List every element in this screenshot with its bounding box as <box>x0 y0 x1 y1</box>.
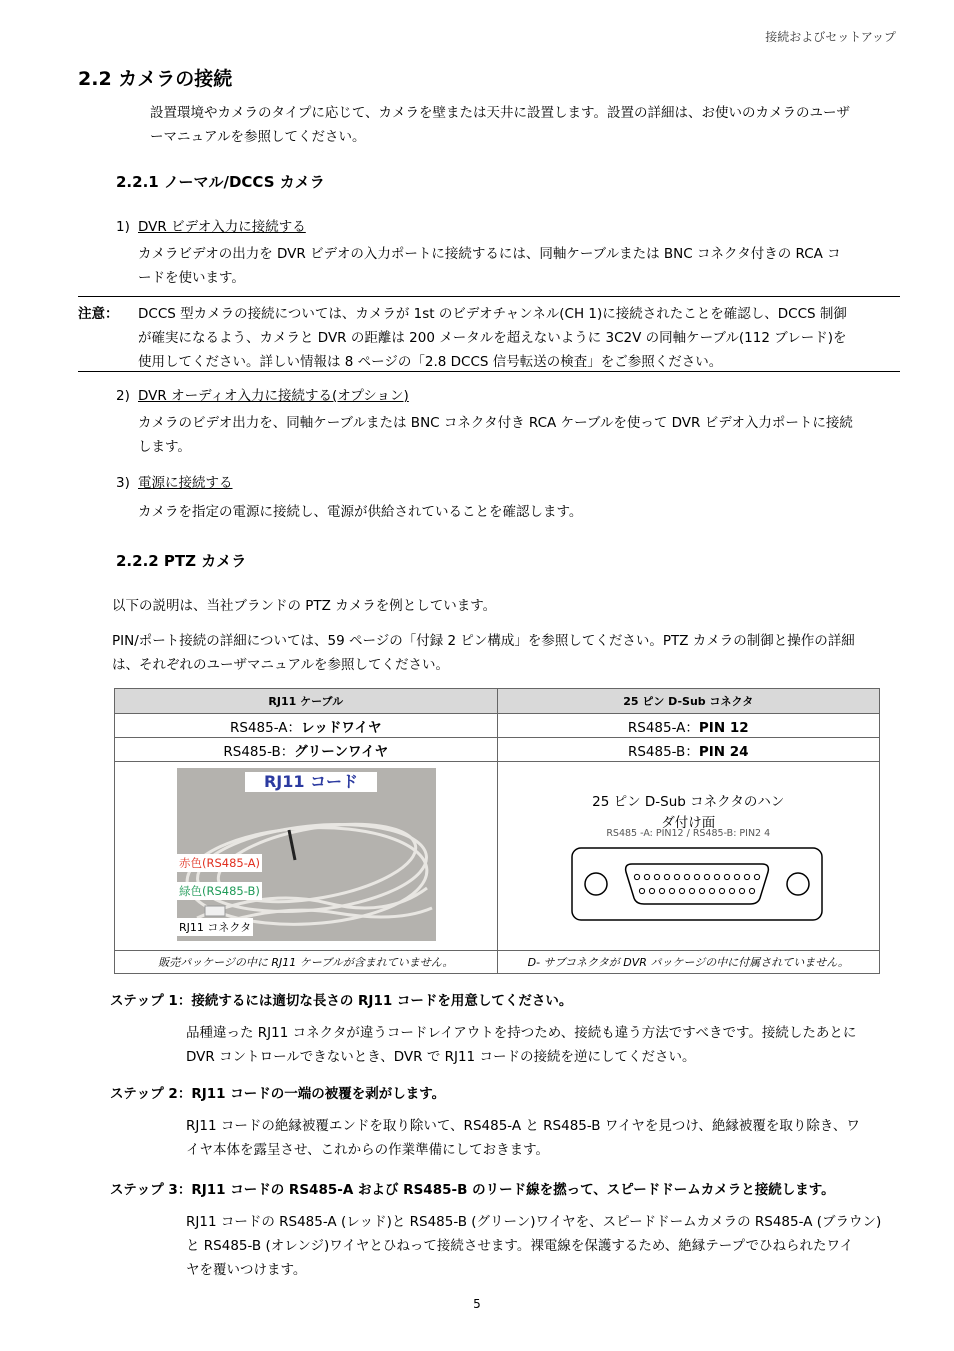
item-title-audio-input: DVR オーディオ入力に接続する(オプション) <box>138 388 409 404</box>
page-number: 5 <box>473 1297 481 1311</box>
table-header-rj11: RJ11 ケーブル <box>115 689 498 714</box>
dsub-caption: D- サブコネクタが DVR パッケージの中に付属されていません。 <box>497 951 880 974</box>
table-row <box>115 714 880 738</box>
rj11-rs485a-cell: RS485-A：レッドワイヤ <box>115 714 498 738</box>
subsection-title-normal-dccs: 2.2.1 ノーマル/DCCS カメラ <box>116 173 325 191</box>
rj11-caption: 販売パッケージの中に RJ11 ケーブルが含まれていません。 <box>115 951 498 974</box>
rj11-photo-cell <box>115 762 498 951</box>
section-title: 2.2 カメラの接続 <box>78 68 233 90</box>
running-header: 接続およびセットアップ <box>765 30 896 44</box>
green-wire-label: 緑色(RS485-B) <box>179 884 260 898</box>
item-number: 2) <box>116 388 130 404</box>
step-3-body: RJ11 コードの RS485-A (レッド)と RS485-B (グリーン)ワイヤを、スピードドームカメラの RS485-A (ブラウン) と RS485-B (オレンジ)ワイヤとひねって接続させます。裸電線を保護するため、絶縁テープでひねられたワイ ヤを覆いつけます。 <box>186 1214 882 1278</box>
rj11-rs485b-cell: RS485-B：グリーンワイヤ <box>115 738 498 762</box>
item-number: 3) <box>116 475 130 491</box>
step-1-body: 品種違った RJ11 コネクタが違うコードレイアウトを持つため、接続も違う方法ですべきです。接続したあとに DVR コントロールできないとき、DVR で RJ11 コードの接続を逆にしてください。 <box>186 1025 857 1065</box>
item-number: 1) <box>116 219 130 235</box>
dsub-pin-assignment: RS485 -A: PIN12 / RS485-B: PIN2 4 <box>606 828 771 839</box>
subsection-title-ptz: 2.2.2 PTZ カメラ <box>116 552 247 570</box>
ptz-pin-reference: PIN/ポート接続の詳細については、59 ページの「付録 2 ピン構成」を参照してください。PTZ カメラの制御と操作の詳細 は、それぞれのユーザマニュアルを参照してください。 <box>112 633 855 673</box>
step-2-body: RJ11 コードの絶縁被覆エンドを取り除いて、RS485-A と RS485-B ワイヤを見つけ、絶縁被覆を取り除き、ワ イヤ本体を露呈させ、これからの作業準備にしておきます。 <box>186 1118 860 1158</box>
rj11-connector-label: RJ11 コネクタ <box>177 918 253 936</box>
item-body-power: カメラを指定の電源に接続し、電源が供給されていることを確認します。 <box>138 504 583 520</box>
dsub-title: 25 ピン D-Sub コネクタのハン ダ付け面 <box>592 794 785 831</box>
photo-title: RJ11 コード <box>245 772 377 792</box>
note-label: 注意： <box>78 306 119 322</box>
section-intro: 設置環境やカメラのタイプに応じて、カメラを壁または天井に設置します。設置の詳細は、お使いのカメラのユーザ ーマニュアルを参照してください。 <box>150 105 850 145</box>
note-body: DCCS 型カメラの接続については、カメラが 1st のビデオチャンネル(CH 1)に接続されたことを確認し、DCCS 制御 が確実になるよう、カメラと DVR の距離は 200 メータルを超えないように 3C2V の同軸ケーブル(112 ブレード)を 使用してください。詳しい情報は 8 ページの「2.8 DCCS 信号転送の検査」をご参照ください。 <box>138 306 847 370</box>
step-2-title: ステップ 2：RJ11 コードの一端の被覆を剥がします。 <box>110 1086 446 1102</box>
rj11-cable-photo <box>177 768 436 941</box>
table-row <box>115 738 880 762</box>
item-title-video-input: DVR ビデオ入力に接続する <box>138 219 306 235</box>
item-title-power: 電源に接続する <box>138 475 233 491</box>
step-3-title: ステップ 3：RJ11 コードの RS485-A および RS485-B のリード線を撚って、スピードドームカメラと接続します。 <box>110 1182 835 1198</box>
wiring-table <box>114 688 880 974</box>
ptz-intro: 以下の説明は、当社ブランドの PTZ カメラを例としています。 <box>112 598 497 614</box>
dsub-connector-drawing <box>570 846 824 922</box>
note-top-rule <box>78 296 900 297</box>
table-header-dsub: 25 ピン D-Sub コネクタ <box>497 689 880 714</box>
step-1-title: ステップ 1：接続するには適切な長さの RJ11 コードを用意してください。 <box>110 993 573 1009</box>
item-body-audio-input: カメラのビデオ出力を、同軸ケーブルまたは BNC コネクタ付き RCA ケーブルを使って DVR ビデオ入力ポートに接続 します。 <box>138 415 853 455</box>
red-wire-label: 赤色(RS485-A) <box>179 856 260 870</box>
dsub-rs485a-cell: RS485-A：PIN 12 <box>497 714 880 738</box>
dsub-diagram-cell <box>497 762 880 951</box>
item-body-video-input: カメラビデオの出力を DVR ビデオの入力ポートに接続するには、同軸ケーブルまたは BNC コネクタ付きの RCA コ ードを使います。 <box>138 246 841 286</box>
dsub-rs485b-cell: RS485-B：PIN 24 <box>497 738 880 762</box>
note-bottom-rule <box>78 371 900 372</box>
